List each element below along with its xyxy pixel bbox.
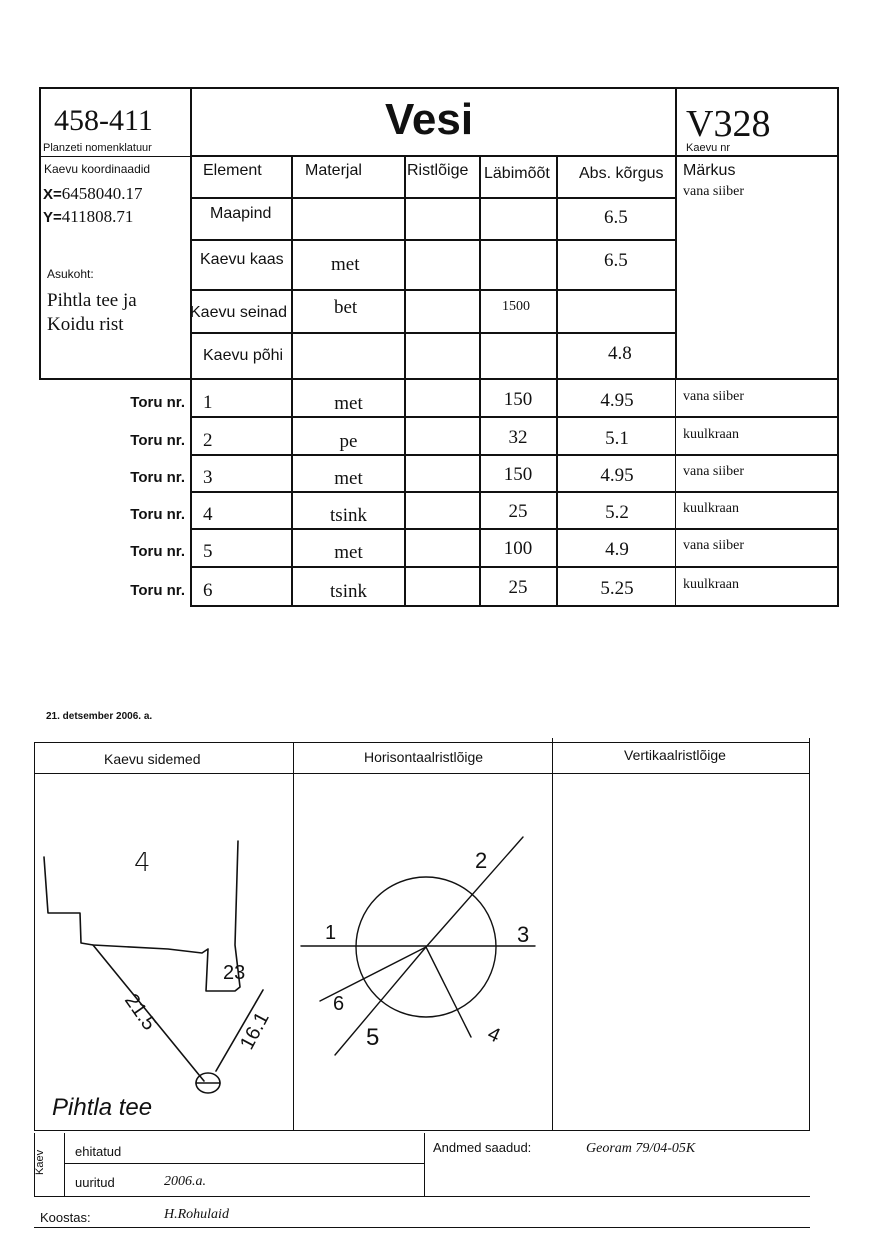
pipe-note: vana siiber [683,538,745,553]
pipe-material: met [334,468,363,489]
pipe-number: 5 [203,541,213,562]
location-line1: Pihtla tee ja [47,290,137,311]
pipe-diameter: 150 [503,464,533,485]
kaev-label: Kaev [34,1149,46,1175]
element-name: Kaevu seinad [190,304,287,321]
pipe-number: 3 [203,467,213,488]
pipe-abs-height: 4.95 [600,390,634,411]
nomenclature-label: Planzeti nomenklatuur [43,142,152,154]
surveyed-label: uuritud [75,1175,115,1190]
pipe-note: vana siiber [683,464,745,479]
y-coordinate [43,207,133,227]
author-label: Koostas: [40,1210,91,1225]
pipe-mark-1: 1 [325,922,337,944]
element-material: bet [334,297,358,318]
element-diameter: 1500 [502,299,530,314]
pipe-material: met [334,393,363,414]
horizontal-section-sketch [295,775,551,1130]
pipe-label: Toru nr. [130,432,185,449]
pipe-mark-2: 2 [475,848,488,873]
col-cross: Ristlõige [407,162,469,179]
pipe-abs-height: 4.95 [600,465,634,486]
pipe-material: tsink [330,505,367,526]
pipe-label: Toru nr. [130,469,185,486]
pipe-number: 4 [203,504,213,525]
element-abs: 6.5 [604,207,628,228]
col-abs-height: Abs. kõrgus [579,165,664,182]
pipe-material: pe [339,431,358,452]
col-note: Märkus [683,162,736,179]
x-label: X= [43,186,62,203]
connections-sketch [36,775,292,1130]
note-value: vana siiber [683,184,745,199]
pipe-note: vana siiber [683,389,745,404]
pipe-number: 1 [203,392,213,413]
sketch-23: 23 [223,962,246,984]
coords-label: Kaevu koordinaadid [44,162,151,176]
col-element: Element [203,162,262,179]
col-vertical-section: Vertikaalristlõige [624,747,726,763]
x-value: 6458040.17 [61,184,143,203]
pipe-mark-3: 3 [517,922,530,947]
surveyed-value: 2006.a. [164,1174,206,1189]
pipe-number: 6 [203,580,213,601]
pipe-label: Toru nr. [130,582,185,599]
location-label: Asukoht: [47,267,94,281]
pipe-diameter: 25 [508,577,528,598]
pipe-material: met [334,542,363,563]
sketch-161: 16.1 [236,1008,274,1054]
data-source-label: Andmed saadud: [433,1140,532,1155]
pipe-note: kuulkraan [683,427,739,442]
location-line2: Koidu rist [47,314,124,335]
col-connections: Kaevu sidemed [104,751,201,767]
y-label: Y= [43,209,62,226]
author-value: H.Rohulaid [164,1207,229,1222]
pipe-abs-height: 5.25 [600,578,634,599]
pipe-diameter: 100 [503,538,533,559]
date: 21. detsember 2006. a. [46,711,153,722]
element-name: Kaevu põhi [203,347,284,364]
col-diameter: Läbimõõt [484,165,550,182]
nomenclature: 458-411 [54,104,153,137]
pipe-label: Toru nr. [130,506,185,523]
page-title: Vesi [385,95,474,144]
sketch-street: Pihtla tee [52,1094,153,1121]
pipe-label: Toru nr. [130,394,185,411]
sketch-215: 21.5 [119,990,161,1035]
pipe-label: Toru nr. [130,543,185,560]
col-material: Materjal [305,162,362,179]
pipe-diameter: 25 [508,501,528,522]
pipe-mark-4: 4 [484,1022,504,1048]
pipe-material: tsink [330,581,367,602]
x-coordinate [43,184,143,204]
y-value: 411808.71 [61,207,134,226]
pipe-abs-height: 5.1 [605,428,629,449]
pipe-mark-5: 5 [366,1024,380,1051]
col-horizontal-section: Horisontaalristlõige [364,749,484,765]
sketch-house-number: 4 [134,848,151,878]
pipe-number: 2 [203,430,213,451]
built-label: ehitatud [75,1144,122,1159]
pipe-mark-6: 6 [333,993,345,1015]
well-number: V328 [686,103,771,145]
pipe-diameter: 150 [503,389,533,410]
pipe-note: kuulkraan [683,501,739,516]
element-abs: 4.8 [608,343,632,364]
element-abs: 6.5 [604,250,628,271]
pipe-abs-height: 4.9 [605,539,629,560]
data-source-value: Georam 79/04-05K [586,1141,696,1156]
pipe-diameter: 32 [508,427,528,448]
element-name: Kaevu kaas [200,251,284,268]
element-material: met [331,254,360,275]
element-name: Maapind [210,205,272,222]
pipe-abs-height: 5.2 [605,502,629,523]
well-number-label: Kaevu nr [686,142,731,154]
pipe-note: kuulkraan [683,577,739,592]
